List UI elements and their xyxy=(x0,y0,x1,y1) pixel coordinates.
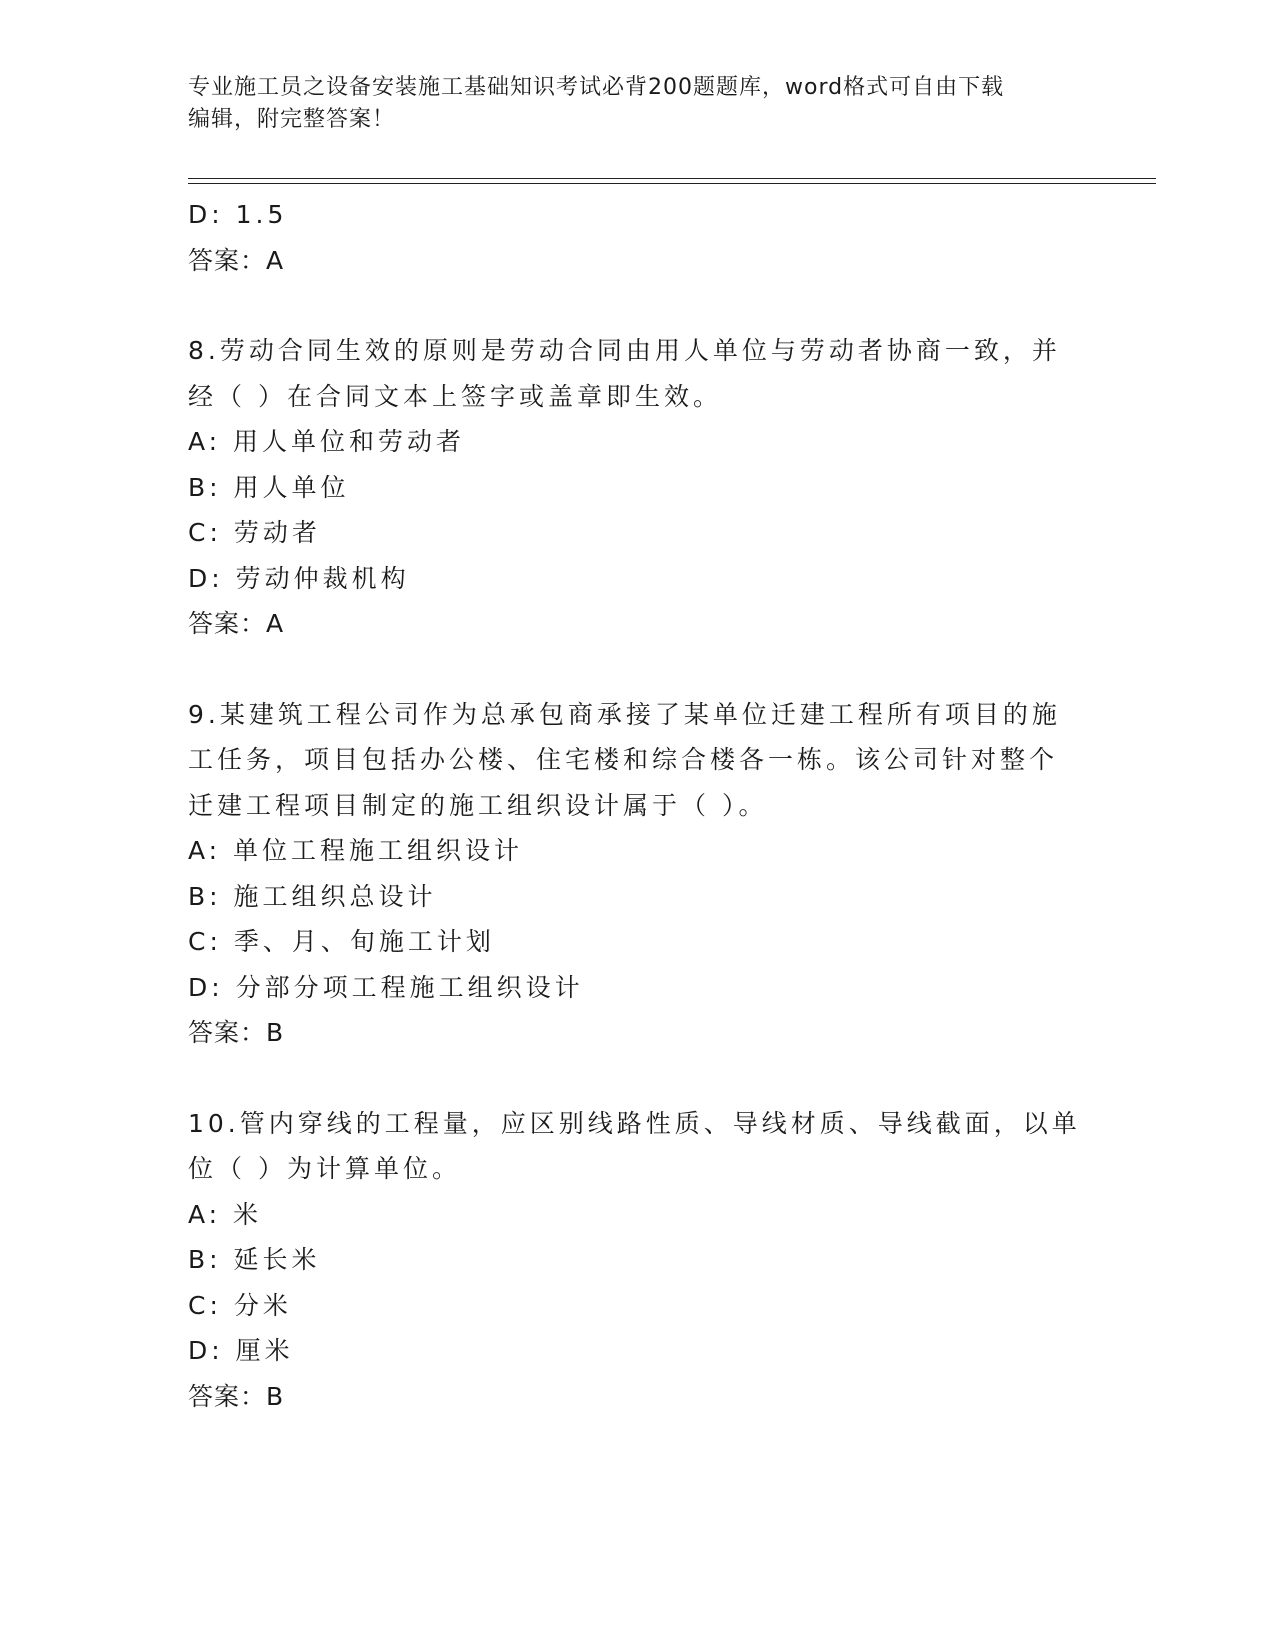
option-d: D: 分部分项工程施工组织设计 xyxy=(188,972,584,1002)
question-stem-line: 9.某建筑工程公司作为总承包商承接了某单位迁建工程所有项目的施 xyxy=(188,699,1061,729)
option-b: B: 施工组织总设计 xyxy=(188,881,437,911)
question-10 xyxy=(188,1101,1088,1420)
question-stem-line: 位（ ）为计算单位。 xyxy=(188,1154,461,1183)
question-stem-line: 迁建工程项目制定的施工组织设计属于（ ）。 xyxy=(188,790,768,820)
answer-line: 答案：A xyxy=(188,245,285,275)
document-header xyxy=(188,72,1068,136)
option-c: C: 劳动者 xyxy=(188,518,321,547)
option-a: A: 用人单位和劳动者 xyxy=(188,427,466,456)
question-9 xyxy=(188,692,1088,1056)
question-stem-line: 经（ ）在合同文本上签字或盖章即生效。 xyxy=(188,381,722,411)
answer-line: 答案：A xyxy=(188,609,285,638)
option-c: C: 季、月、旬施工计划 xyxy=(188,927,495,956)
option-b: B: 用人单位 xyxy=(188,472,350,502)
document-body xyxy=(188,192,1088,1419)
question-8 xyxy=(188,328,1088,647)
option-c: C: 分米 xyxy=(188,1290,292,1320)
question-stem-line: 工任务，项目包括办公楼、住宅楼和综合楼各一栋。该公司针对整个 xyxy=(188,745,1059,774)
option-d: D: 劳动仲裁机构 xyxy=(188,563,410,593)
option-a: A: 米 xyxy=(188,1199,263,1229)
question-fragment-7 xyxy=(188,192,1088,283)
option-b: B: 延长米 xyxy=(188,1245,321,1274)
option-d: D: 1.5 xyxy=(188,200,288,229)
option-a: A: 单位工程施工组织设计 xyxy=(188,836,524,865)
answer-line: 答案：B xyxy=(188,1018,285,1047)
header-line-2: 编辑，附完整答案！ xyxy=(188,107,396,132)
answer-line: 答案：B xyxy=(188,1381,285,1411)
option-d: D: 厘米 xyxy=(188,1336,294,1365)
question-stem-line: 8.劳动合同生效的原则是劳动合同由用人单位与劳动者协商一致，并 xyxy=(188,336,1061,365)
header-divider-bottom xyxy=(188,183,1156,184)
header-line-1: 专业施工员之设备安装施工基础知识考试必背200题题库，word格式可自由下载 xyxy=(188,75,1005,100)
header-divider-top xyxy=(188,178,1156,179)
question-stem-line: 10.管内穿线的工程量，应区别线路性质、导线材质、导线截面，以单 xyxy=(188,1108,1081,1138)
